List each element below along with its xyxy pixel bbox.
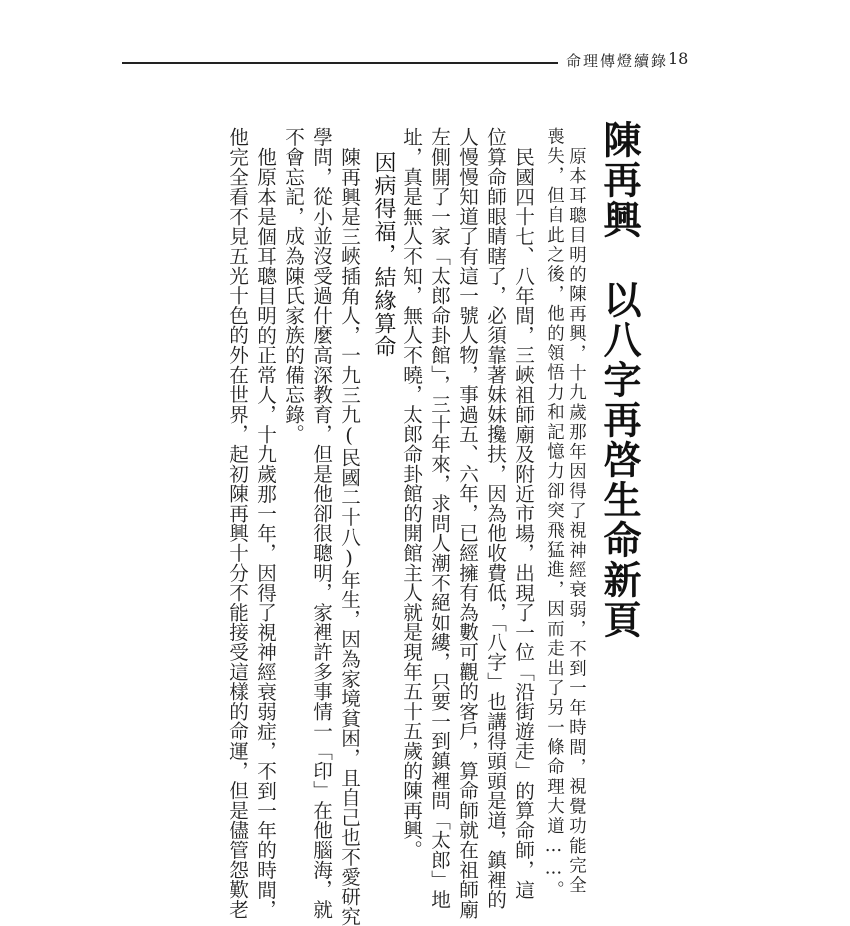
header-rule <box>122 62 558 64</box>
paragraph-line: 陳再興是三峽插角人，一九三九(民國二十八)年生，因為家境貧困，且自己也不愛研究 <box>337 147 361 926</box>
paragraph-line: 他原本是個耳聰目明的正常人，十九歲那一年，因得了視神經衰弱症，不到一年的時間， <box>253 147 277 920</box>
paragraph-line: 人慢慢知道了有這一號人物，事過五、六年，已經擁有為數可觀的客戶，算命師就在祖師廟 <box>455 127 479 919</box>
intro-line-2: 喪失，但自此之後，他的領悟力和記憶力卻突飛猛進，因而走出了另一條命理大道……。 <box>543 127 564 901</box>
paragraph-line: 不會忘記，成為陳氏家族的備忘錄。 <box>281 127 305 444</box>
paragraph-line: 他完全看不見五光十色的外在世界，起初陳再興十分不能接受這樣的命運，但是儘管怨歎老 <box>225 127 249 919</box>
paragraph-line: 址，真是無人不知，無人不曉，太郎命卦館的開館主人就是現年五十五歲的陳再興。 <box>399 127 423 860</box>
paragraph-line: 左側開了一家「太郎命卦館」，三十年來，求問人潮不絕如縷，只要一到鎮裡問「太郎」地 <box>427 127 451 910</box>
paragraph-line: 民國四十七、八年間，三峽祖師廟及附近市場，出現了一位「沿街遊走」的算命師，這 <box>511 147 535 900</box>
page-number: 18 <box>668 49 689 68</box>
section-subheading: 因病得福，結緣算命 <box>371 151 396 358</box>
running-header-book-title: 命理傳燈續錄 <box>566 52 669 70</box>
paragraph-line: 位算命師眼睛瞎了，必須靠著妹妹攙扶，因為他收費低，「八字」也講得頭頭是道，鎮裡的 <box>483 127 507 910</box>
intro-line-1: 原本耳聰目明的陳再興，十九歲那年因得了視神經衰弱，不到一年時間，視覺功能完全 <box>565 147 586 896</box>
paragraph-line: 學問，從小並沒受過什麼高深教育，但是他卻很聰明，家裡許多事情一「印」在他腦海，就 <box>309 127 333 919</box>
article-title: 陳再興 以八字再啓生命新頁 <box>597 120 641 640</box>
